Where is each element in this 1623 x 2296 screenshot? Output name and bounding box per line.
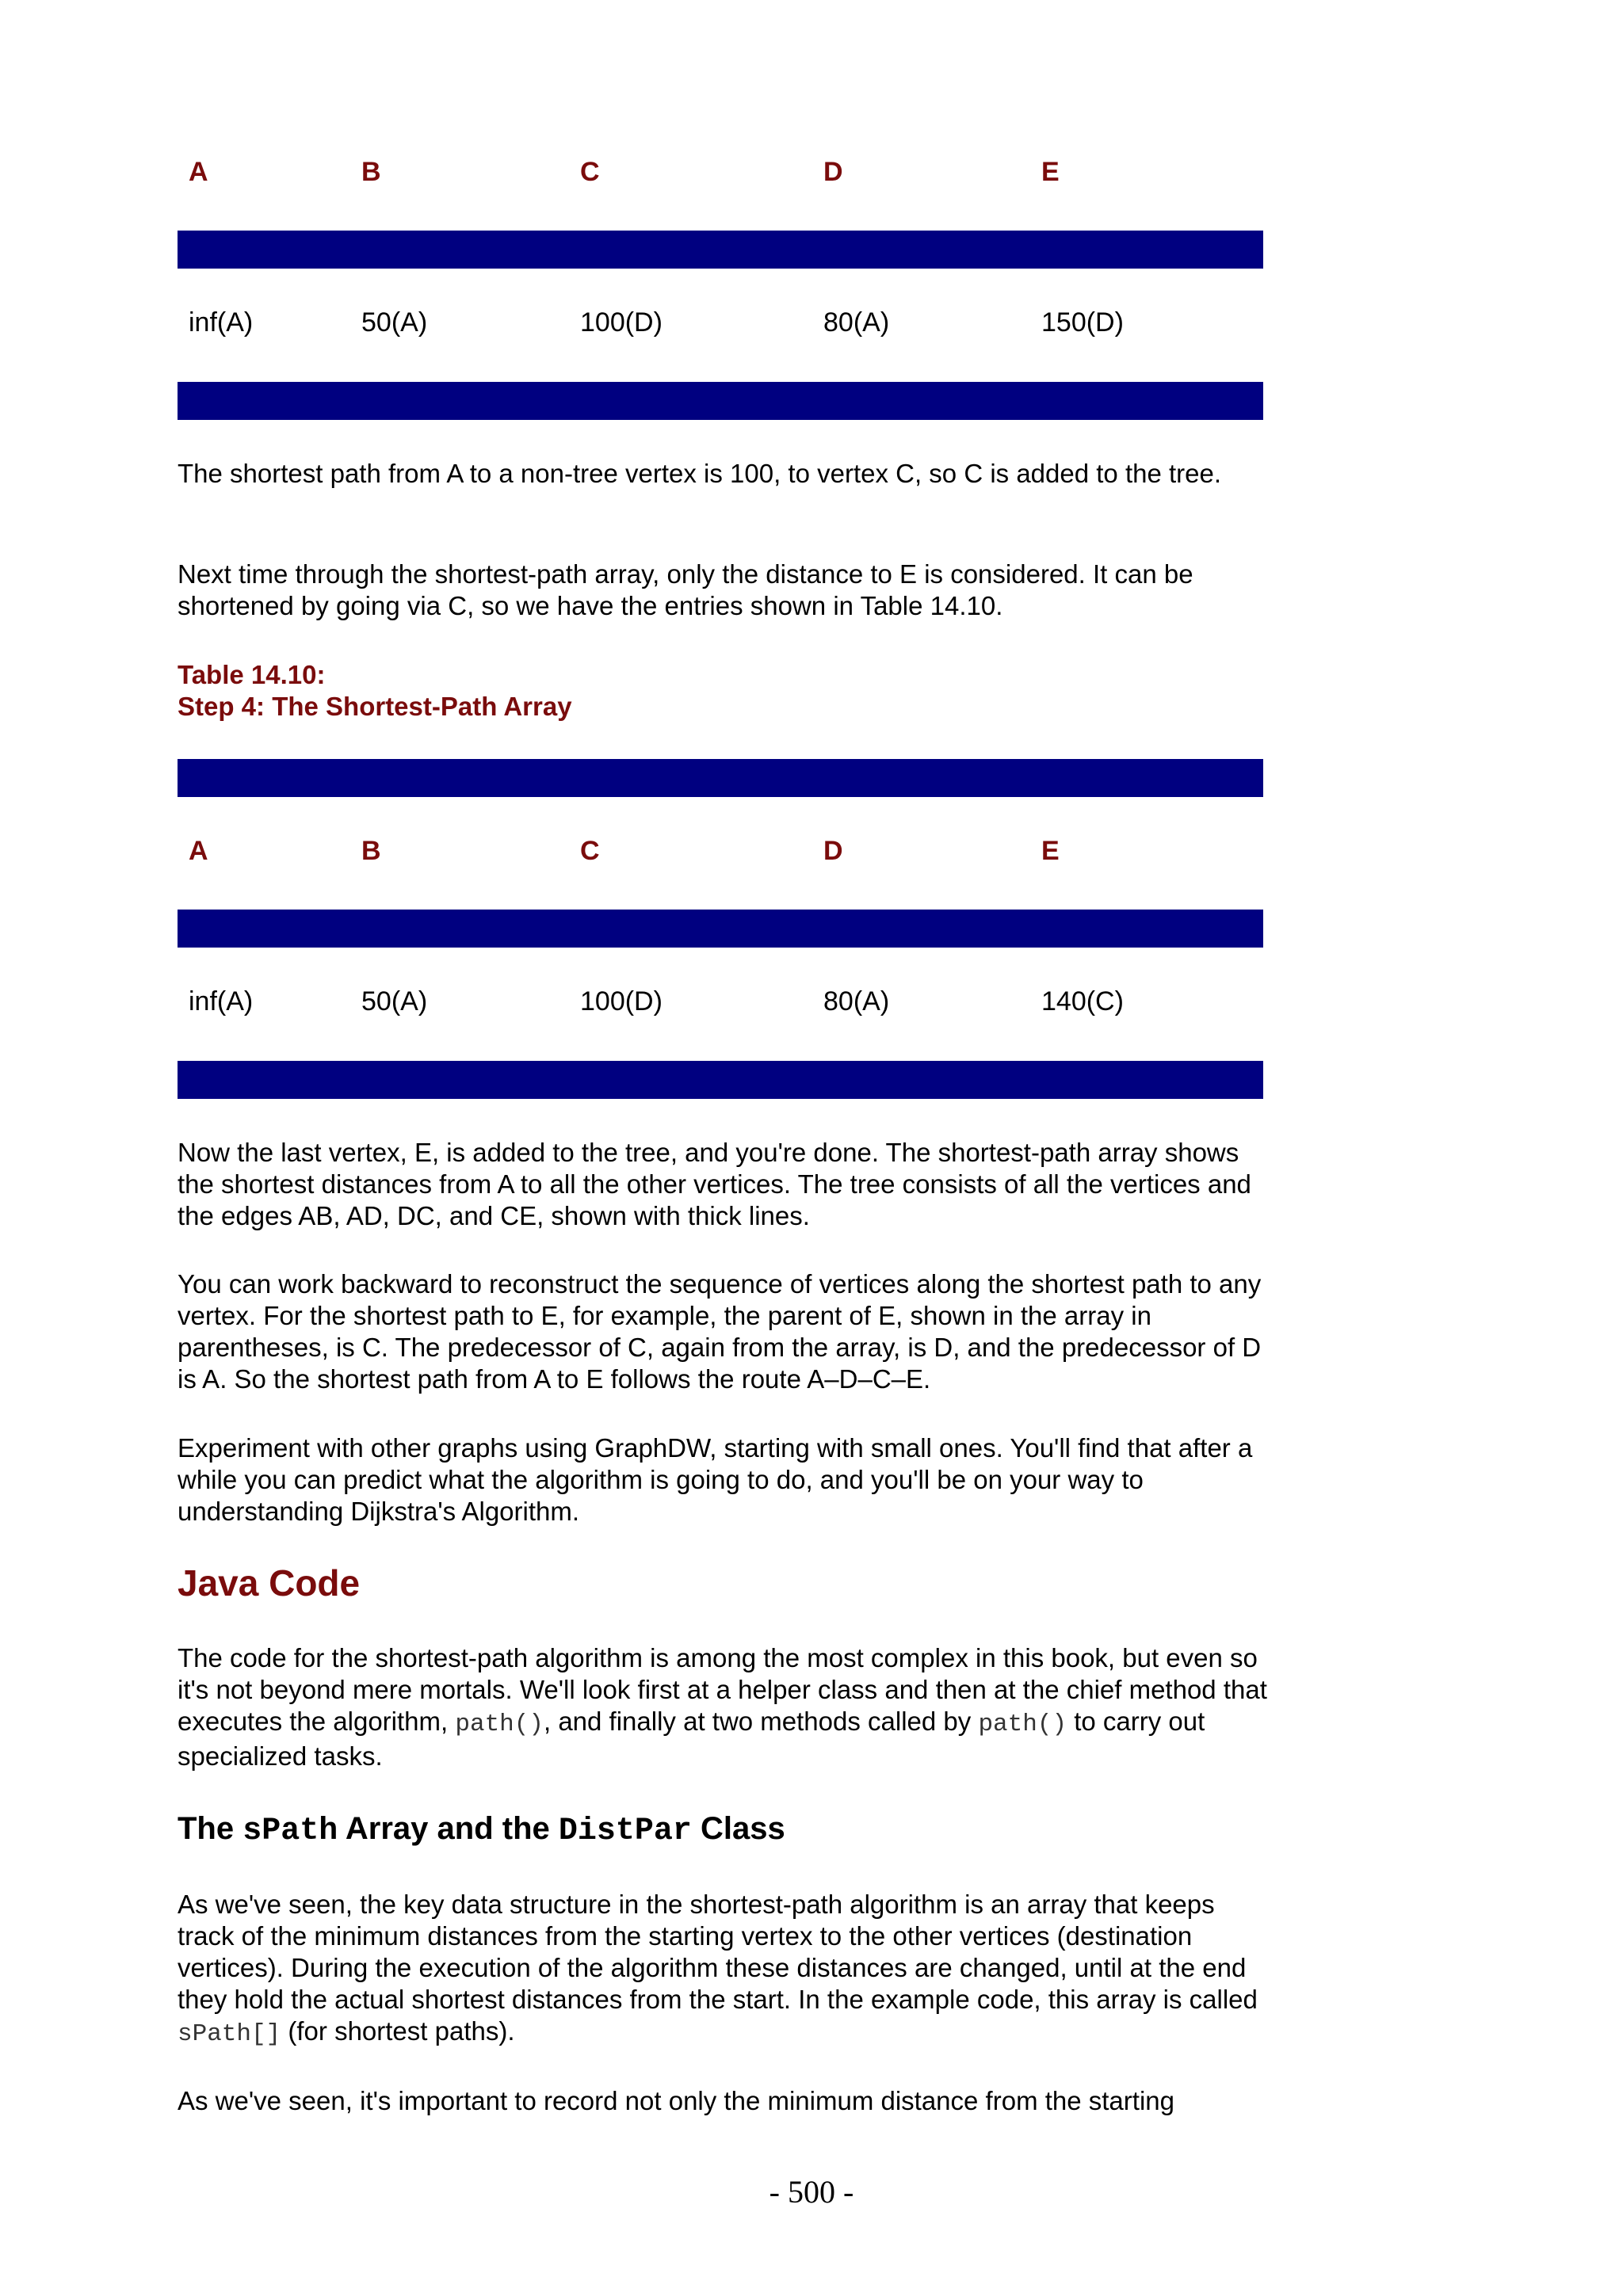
paragraph — [178, 1889, 1271, 2050]
table-header-cell: E — [1041, 157, 1060, 187]
table-header-cell: D — [823, 157, 843, 187]
table-cell: 50(A) — [361, 986, 428, 1016]
paragraph: Next time through the shortest-path array, only the distance to E is considered. It can be shortened by going via C, so we have the entries shown in Table 14.10. — [178, 559, 1193, 620]
section-heading: Java Code — [178, 1562, 361, 1604]
table-step4-header-row — [178, 832, 1263, 870]
paragraph: As we've seen, it's important to record not only the minimum distance from the starting — [178, 2086, 1174, 2115]
paragraph: You can work backward to reconstruct the sequence of vertices along the shortest path to any vertex. For the shortest path to E, for example, the parent of E, shown in the array in parentheses, is C. The predecessor of C, again from the array, is D, and the predecessor of D is A. So the shortest path from A to E follows the route A–D–C–E. — [178, 1269, 1262, 1394]
table-cell: 150(D) — [1041, 307, 1124, 338]
table-caption-title: Step 4: The Shortest-Path Array — [178, 692, 572, 721]
table-cell: 100(D) — [580, 307, 663, 338]
table-cell: 80(A) — [823, 986, 890, 1016]
subsection-heading — [178, 1809, 785, 1852]
paragraph: Now the last vertex, E, is added to the tree, and you're done. The shortest-path array shows the shortest distances from A to all the other vertices. The tree consists of all the vertices and the edges AB, AD, DC, and CE, shown with thick lines. — [178, 1138, 1251, 1230]
table-divider-bar — [178, 231, 1263, 269]
table-caption-number: Table 14.10: — [178, 660, 326, 689]
table-header-cell: A — [189, 157, 208, 187]
table-cell: 140(C) — [1041, 986, 1124, 1016]
table-caption — [178, 659, 1263, 723]
table-prev-header-row — [178, 153, 1263, 191]
table-cell: inf(A) — [189, 986, 254, 1016]
inline-code: sPath — [242, 1814, 338, 1849]
text-run: (for shortest paths). — [281, 2016, 515, 2046]
paragraph: The shortest path from A to a non-tree vertex is 100, to vertex C, so C is added to the tree. — [178, 459, 1222, 488]
paragraph: Experiment with other graphs using GraphDW, starting with small ones. You'll find that after a while you can predict what the algorithm is going to do, and you'll be on your way to understanding Dijkstra's Algorithm. — [178, 1433, 1253, 1526]
table-divider-bar — [178, 910, 1263, 948]
inline-code: path() — [455, 1711, 544, 1738]
table-cell: 80(A) — [823, 307, 890, 338]
inline-code: path() — [978, 1711, 1067, 1738]
table-prev-value-row — [178, 303, 1263, 341]
text-run: Array and the — [338, 1811, 559, 1846]
text-run: , and finally at two methods called by — [543, 1707, 979, 1736]
text-run: Class — [691, 1811, 785, 1846]
table-cell: 100(D) — [580, 986, 663, 1016]
text-run: The — [178, 1811, 243, 1846]
table-step4-value-row — [178, 982, 1263, 1020]
table-header-cell: D — [823, 836, 843, 866]
inline-code: sPath[] — [178, 2020, 281, 2048]
paragraph — [178, 1642, 1271, 1772]
table-header-cell: B — [361, 157, 381, 187]
table-divider-bar — [178, 759, 1263, 797]
inline-code: DistPar — [558, 1814, 692, 1849]
table-cell: 50(A) — [361, 307, 428, 338]
table-header-cell: C — [580, 157, 600, 187]
table-header-cell: E — [1041, 836, 1060, 866]
table-divider-bar — [178, 382, 1263, 420]
text-run: to carry out specialized tasks. — [178, 1707, 1205, 1771]
table-header-cell: A — [189, 836, 208, 866]
table-header-cell: B — [361, 836, 381, 866]
table-header-cell: C — [580, 836, 600, 866]
table-cell: inf(A) — [189, 307, 254, 338]
table-divider-bar — [178, 1061, 1263, 1099]
text-run: As we've seen, the key data structure in the shortest-path algorithm is an array that keeps track of the minimum distances from the starting vertex to the other vertices (destination vertices). During the execution of the algorithm these distances are changed, until at the end they hold the actual shortest distances from the start. In the example code, this array is called — [178, 1890, 1258, 2014]
page-number: - 500 - — [769, 2174, 854, 2210]
text-run: The code for the shortest-path algorithm is among the most complex in this book, but even so it's not beyond mere mortals. We'll look first at a helper class and then at the chief method that executes the algorithm, — [178, 1643, 1267, 1736]
